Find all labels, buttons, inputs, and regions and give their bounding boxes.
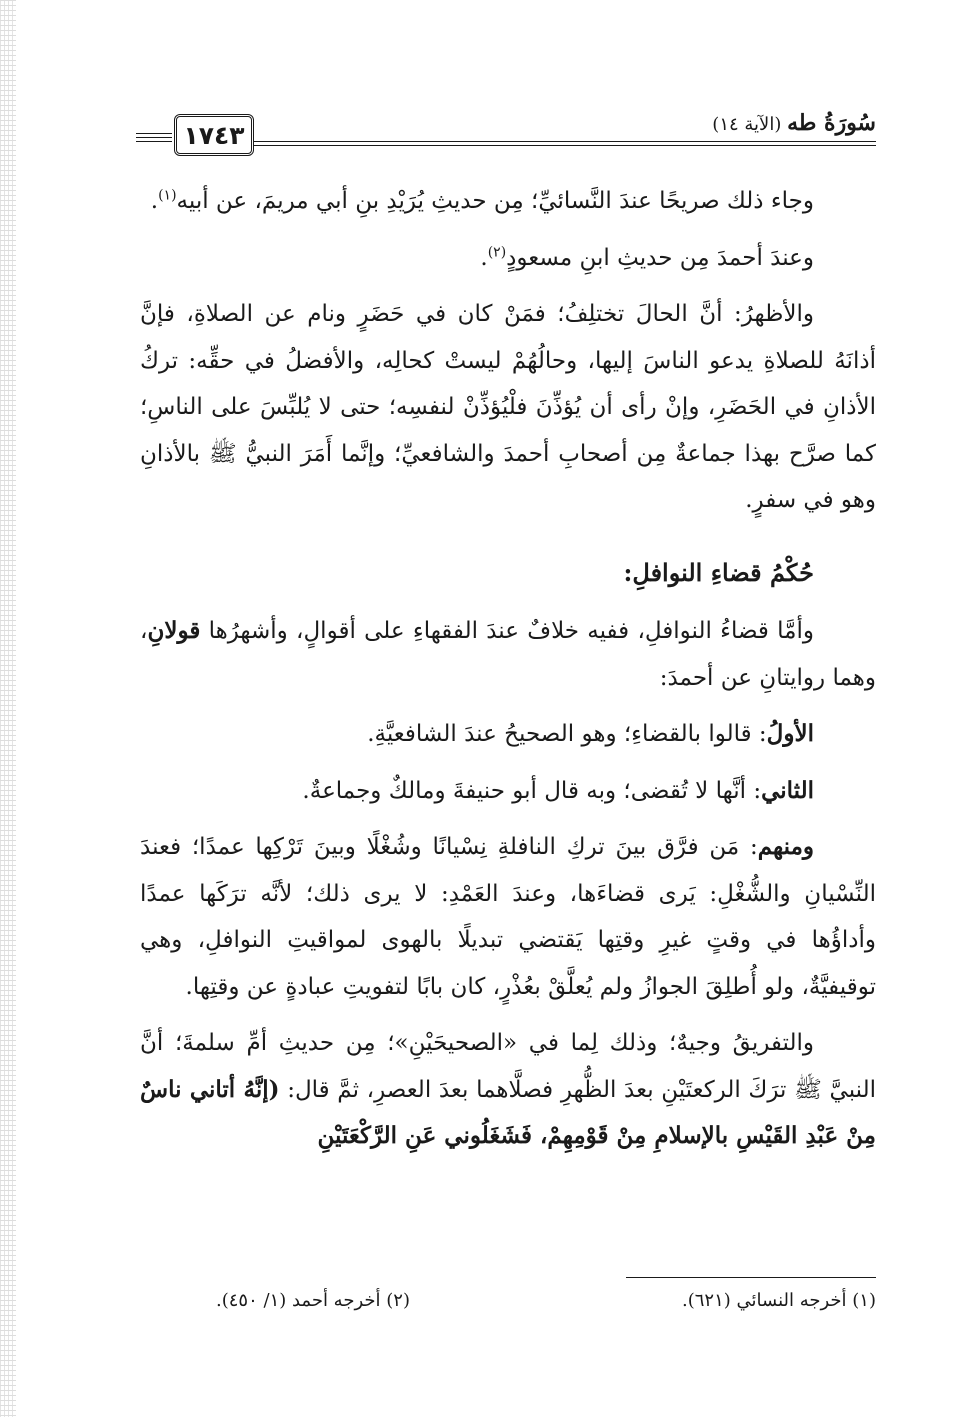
footnote-ref[interactable]: (٢) [487,243,507,260]
paragraph-text: وأمَّا قضاءُ النوافلِ، ففيه خلافٌ عندَ الفقهاءِ على أقوالٍ، وأشهرُها [200,618,814,644]
paragraph [140,711,876,758]
paragraph [140,608,876,701]
paragraph-text: ، وهما روايتانِ عن أحمدَ: [140,618,876,691]
paragraph: وجاء ذلك صريحًا عندَ النَّسائيِّ؛ مِن حديثِ يُرَيْدِ بنِ أبي مريمَ، عن أبيه$^{(١)}$. [150,187,814,214]
paragraph [140,1020,876,1160]
page-number: ١٧٤٣ [174,114,254,156]
paragraph: والأظهرُ: أنَّ الحالَ تختلِفُ؛ فمَنْ كان في حَضَرٍ ونام عن الصلاةِ، فإنَّ أذانَهُ للصلاةِ يدعو الناسَ إليها، وحالُهُمْ ليستْ كحالِه، والأفضلُ في حقِّه: تركُ الأذانِ في الحَضَرِ، وإنْ رأى أن يُؤذِّنَ فلْيُؤذِّنْ لنفسِه؛ حتى لا يُلبِّسَ على الناسِ؛ كما صرَّح بهذا جماعةٌ مِن أصحابِ أحمدَ والشافعيِّ؛ وإنَّما أَمَرَ النبيُّ ﷺ بالأذانِ وهو في سفرٍ. [140,301,876,513]
running-head [704,110,876,136]
footnote-item: (٢) أخرجه أحمد (١/ ٤٥٠). [216,1290,410,1311]
paragraph-text: والتفريقُ وجيهٌ؛ وذلك لِما في «الصحيحَيْنِ»؛ مِن حديثِ أمِّ سلمةَ؛ أنَّ النبيَّ ﷺ ترَكَ الركعتَيْنِ بعدَ الظُّهرِ فصلَّاهما بعدَ العصرِ، ثمَّ قال: [140,1030,876,1103]
header-rule [254,141,876,142]
verse-ref: (الآية ١٤) [712,114,782,135]
hadith-quote: (إنَّهُ أتاني ناسٌ مِنْ عَبْدِ القَيْسِ بالإسلامِ مِنْ قَوْمِهِمْ، فَشَغَلُوني عَنِ الرَّكْعَتَيْنِ [140,1075,876,1149]
bold-term: الثاني [761,776,814,804]
paragraph-text: : أنَّها لا تُقضى؛ وبه قال أبو حنيفةَ ومالكٌ وجماعةٌ. [302,777,762,804]
paragraph-text: وعندَ أحمدَ مِن حديثِ ابنِ مسعودٍ [506,244,814,271]
footnote-item: (١) أخرجه النسائي (٦٢١). [682,1290,876,1311]
footnote-ref[interactable]: (١) [158,187,177,204]
header-rule [136,133,172,134]
paragraph: وعندَ أحمدَ مِن حديثِ ابنِ مسعودٍ$^{(٢)}$. [480,243,814,271]
footnotes [216,1290,876,1311]
page-header [136,108,876,162]
section-heading: حُكْمُ قضاءِ النوافلِ: [623,557,814,587]
header-rule [254,145,876,146]
paragraph-text: وجاء ذلك صريحًا عندَ النَّسائيِّ؛ مِن حديثِ يُرَيْدِ بنِ أبي مريمَ، عن أبيه [176,188,814,214]
paragraph [140,768,876,815]
bold-term: قولانِ [147,617,201,644]
paragraph-text: : قالوا بالقضاءِ؛ وهو الصحيحُ عندَ الشافعيَّةِ. [367,721,767,747]
page-body [140,178,876,1170]
scan-edge [0,0,16,1417]
header-rule [136,137,172,138]
footnote-separator [626,1277,876,1278]
surah-name: سُورَةُ طه [787,110,876,136]
bold-term: ومنهم [757,833,814,860]
paragraph-text: : مَن فرَّق بينَ تركِ النافلةِ نِسْيانًا وشُغْلًا وبينَ تَرْكِها عمدًا؛ فعندَ النِّسْيانِ والشُّغْلِ: يَرى قضاءَها، وعندَ العَمْدِ: لا يرى ذلك؛ لأنَّه ترَكَها عمدًا وأداؤُها في وقتٍ غيرِ وقتِها يَقتضي تبديلًا بالهوى لمواقيتِ النوافلِ، وهي توقيفيَّةٌ، ولو أُطلِقَ الجوازُ ولم يُعلَّقْ بعُذْرٍ، كان بابًا لتفويتِ عبادةٍ عن وقتِها. [140,834,876,1000]
paragraph [140,824,876,1010]
header-rule [136,141,172,142]
bold-term: الأولُ [766,720,814,747]
